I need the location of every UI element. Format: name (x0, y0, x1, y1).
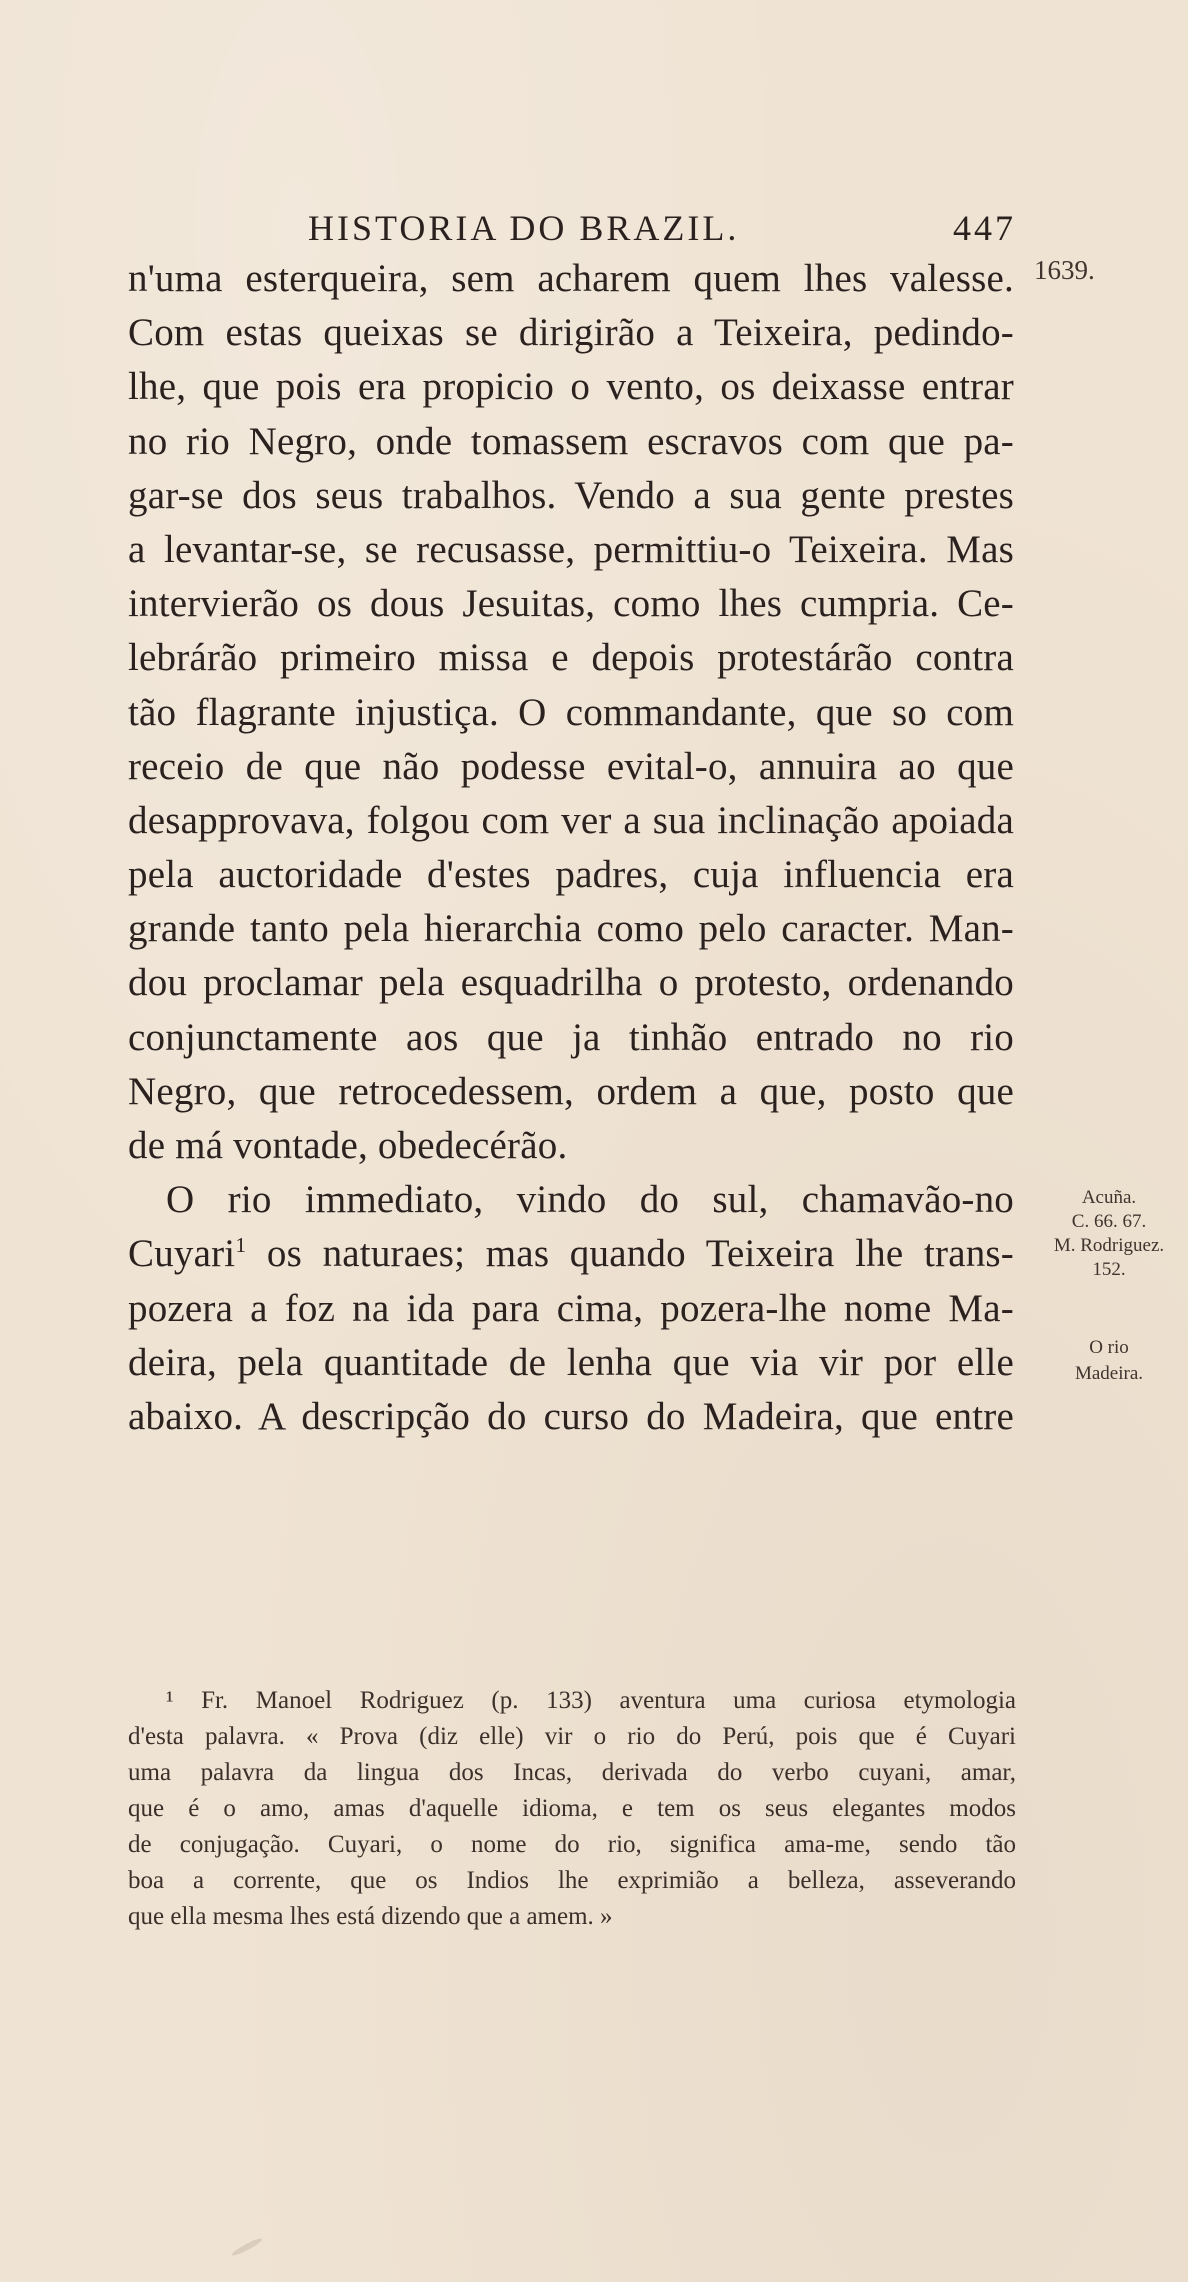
margin-topic: O rio (1089, 1337, 1129, 1358)
paper-stain (231, 2236, 264, 2257)
text-line: pozera a foz na ida para cima, pozera-lhe nome Ma- (128, 1286, 1014, 1330)
footnote-line: que ella mesma lhes está dizendo que a amem. » (128, 1903, 613, 1930)
text-line: conjunctamente aos que ja tinhão entrado no rio (128, 1015, 1014, 1059)
margin-reference-chapter: C. 66. 67. (1071, 1211, 1147, 1232)
margin-topic: Madeira. (1074, 1363, 1144, 1384)
text-line: de má vontade, obedecérão. (128, 1124, 568, 1167)
text-line: grande tanto pela hierarchia como pelo caracter. Man- (128, 907, 1014, 951)
text-line: tão flagrante injustiça. O commandante, que so com (128, 690, 1014, 734)
text-line: a levantar-se, se recusasse, permittiu-o Teixeira. Mas (128, 527, 1014, 571)
text-line: gar-se dos seus trabalhos. Vendo a sua gente prestes (128, 473, 1014, 517)
text-line: no rio Negro, onde tomassem escravos com que pa- (128, 419, 1014, 463)
text-line: Com estas queixas se dirigirão a Teixeira, pedindo- (128, 311, 1014, 355)
text-line: intervierão os dous Jesuitas, como lhes cumpria. Ce- (128, 582, 1014, 626)
footnote-line: de conjugação. Cuyari, o nome do rio, significa ama-me, sendo tão (128, 1831, 1016, 1858)
footnote-line: ¹ Fr. Manoel Rodriguez (p. 133) aventura uma curiosa etymologia (166, 1687, 1016, 1714)
text-line: lhe, que pois era propicio o vento, os deixasse entrar (128, 365, 1014, 409)
text-line: desapprovava, folgou com ver a sua inclinação apoiada (128, 798, 1014, 842)
running-header (308, 192, 1016, 246)
text-line: pela auctoridade d'estes padres, cuja influencia era (128, 853, 1014, 897)
text-line: dou proclamar pela esquadrilha o protesto, ordenando (128, 961, 1014, 1005)
text-line: O rio immediato, vindo do sul, chamavão-no (166, 1178, 1014, 1222)
margin-reference-page: 152. (1092, 1259, 1126, 1280)
text-line: abaixo. A descripção do curso do Madeira, que entre (128, 1394, 1014, 1438)
text-line: lebrárão primeiro missa e depois protestárão contra (128, 636, 1014, 680)
footnote-marker: ¹ (166, 1687, 174, 1714)
margin-reference-rodriguez: M. Rodriguez. (1053, 1235, 1165, 1256)
footnote-line: d'esta palavra. « Prova (diz elle) vir o rio do Perú, pois que é Cuyari (128, 1723, 1016, 1750)
footnotes (128, 1683, 1016, 1935)
margin-year: 1639. (1034, 255, 1095, 285)
text-line: n'uma esterqueira, sem acharem quem lhes valesse. (128, 257, 1014, 300)
footnote-reference: 1 (235, 1233, 247, 1258)
footnote-line: que é o amo, amas d'aquelle idioma, e tem os seus elegantes modos (128, 1795, 1016, 1822)
text-line: deira, pela quantitade de lenha que via vir por elle (128, 1340, 1014, 1384)
margin-reference-acuna: Acuña. (1081, 1187, 1137, 1208)
text-line: receio de que não podesse evital-o, annuira ao que (128, 744, 1014, 788)
text-segment: Cuyari (128, 1232, 236, 1276)
text-segment: os naturaes; mas quando Teixeira lhe trans- (246, 1232, 1014, 1276)
page-number: 447 (953, 208, 1016, 248)
text-line-with-footnote-ref (128, 1227, 1014, 1281)
text-line: Negro, que retrocedessem, ordem a que, posto que (128, 1069, 1014, 1113)
header-title: HISTORIA DO BRAZIL. (308, 208, 740, 248)
main-text (128, 252, 1014, 1444)
footnote-line: uma palavra da lingua dos Incas, derivada do verbo cuyani, amar, (128, 1759, 1016, 1786)
footnote-line: boa a corrente, que os Indios lhe exprimião a belleza, asseverando (128, 1867, 1016, 1894)
